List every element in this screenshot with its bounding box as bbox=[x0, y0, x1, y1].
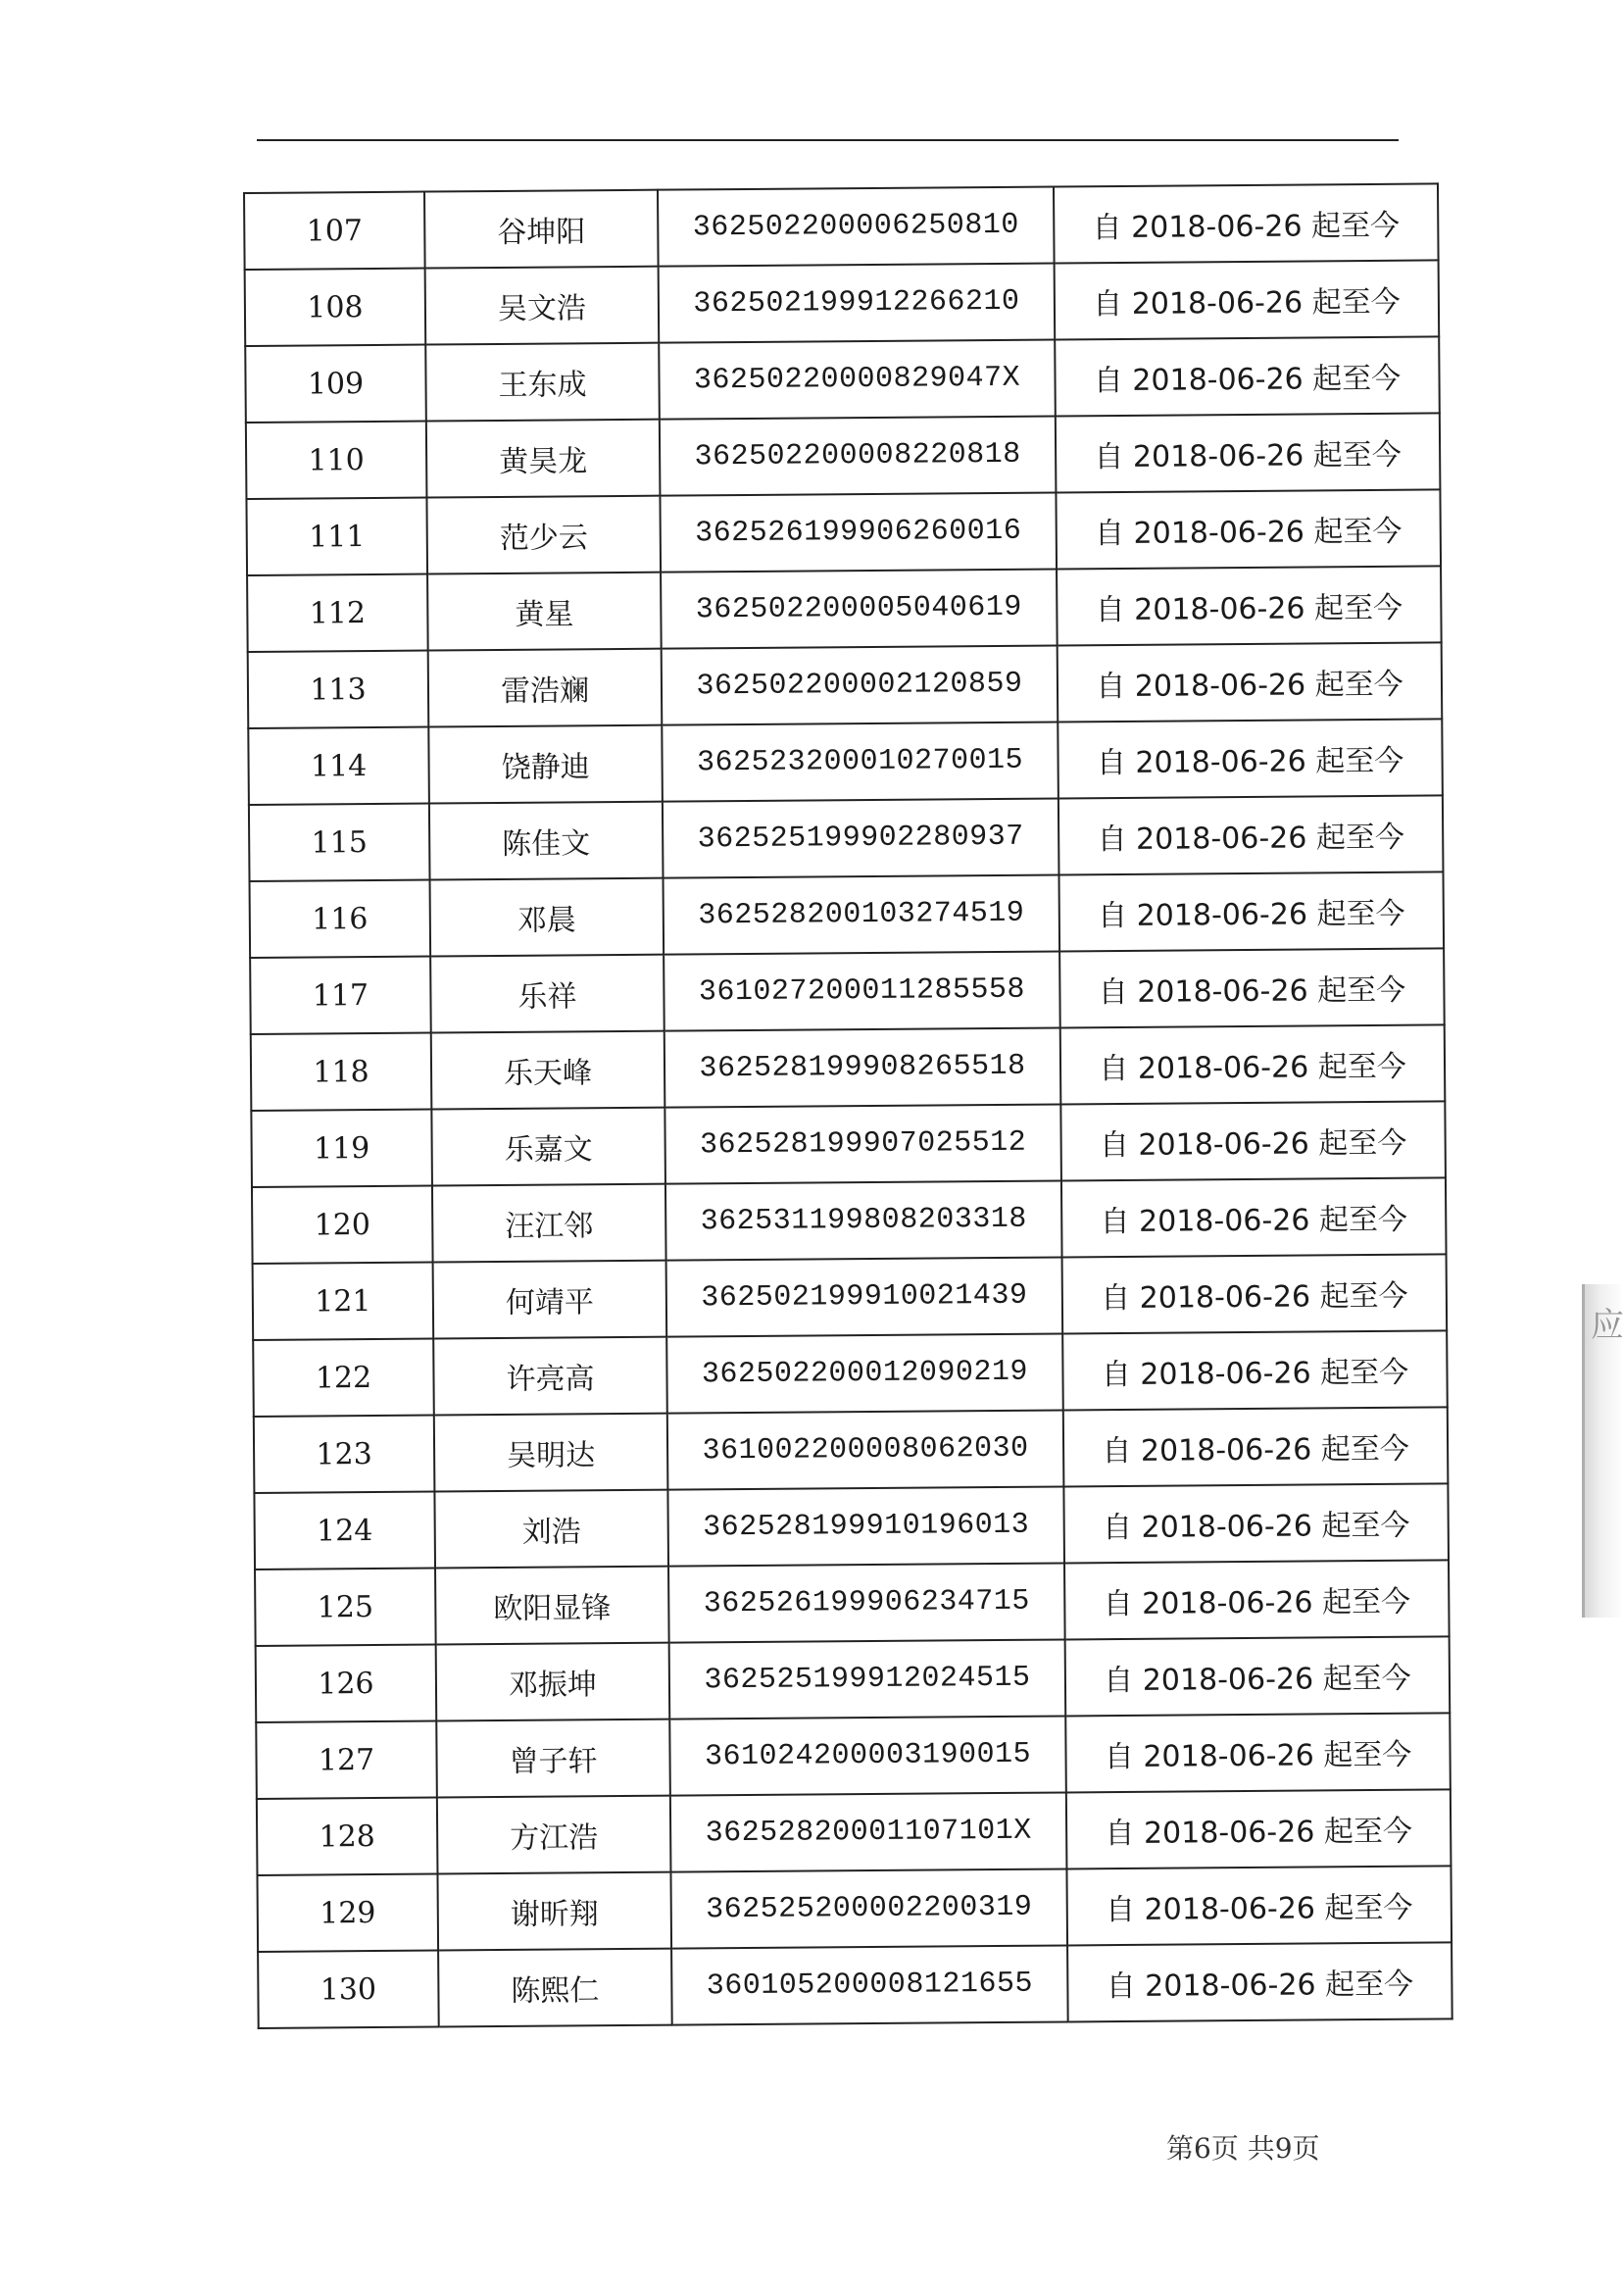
name-cell: 范少云 bbox=[426, 496, 661, 574]
row-number-cell: 116 bbox=[250, 880, 431, 958]
name-cell: 乐嘉文 bbox=[431, 1108, 665, 1186]
id-number-cell: 36250220000829047X bbox=[659, 339, 1056, 419]
id-number-cell: 36252820001107101X bbox=[670, 1792, 1067, 1871]
table-row bbox=[254, 1407, 1449, 1493]
name-cell: 邓振坤 bbox=[436, 1643, 670, 1721]
name-cell: 谷坤阳 bbox=[424, 190, 659, 269]
row-number-cell: 124 bbox=[254, 1492, 435, 1570]
table-row bbox=[255, 1560, 1450, 1646]
id-number-cell: 362528199910196013 bbox=[667, 1486, 1064, 1566]
period-cell: 自 2018-06-26 起至今 bbox=[1055, 336, 1440, 416]
table-row bbox=[257, 1789, 1452, 1875]
name-cell: 吴明达 bbox=[434, 1414, 668, 1492]
table-row bbox=[257, 1866, 1452, 1952]
period-cell: 自 2018-06-26 起至今 bbox=[1062, 1330, 1448, 1410]
id-number-cell: 362502199912266210 bbox=[659, 264, 1056, 343]
table-row bbox=[256, 1636, 1451, 1722]
table-row bbox=[258, 1942, 1452, 2028]
name-cell: 谢昕翔 bbox=[437, 1872, 671, 1951]
row-number-cell: 114 bbox=[248, 727, 429, 805]
period-cell: 自 2018-06-26 起至今 bbox=[1064, 1560, 1450, 1639]
id-number-cell: 361002200008062030 bbox=[667, 1410, 1064, 1489]
period-cell: 自 2018-06-26 起至今 bbox=[1058, 642, 1443, 722]
roster-table-body bbox=[244, 183, 1452, 2028]
name-cell: 雷浩斓 bbox=[428, 649, 663, 727]
id-number-cell: 362526199906234715 bbox=[668, 1563, 1065, 1642]
row-number-cell: 115 bbox=[249, 804, 430, 881]
row-number-cell: 117 bbox=[250, 957, 431, 1034]
row-number-cell: 128 bbox=[257, 1797, 438, 1874]
id-number-cell: 362528199908265518 bbox=[664, 1027, 1061, 1107]
table-row bbox=[250, 948, 1445, 1034]
name-cell: 许亮高 bbox=[433, 1337, 667, 1416]
table-row bbox=[245, 260, 1440, 346]
id-number-cell: 362502200008220818 bbox=[660, 416, 1057, 495]
id-number-cell: 362525199902280937 bbox=[663, 798, 1059, 877]
name-cell: 曾子轩 bbox=[436, 1719, 670, 1798]
row-number-cell: 113 bbox=[248, 651, 429, 728]
row-number-cell: 118 bbox=[251, 1033, 432, 1111]
name-cell: 吴文浩 bbox=[425, 267, 660, 345]
period-cell: 自 2018-06-26 起至今 bbox=[1063, 1483, 1449, 1563]
name-cell: 邓晨 bbox=[430, 878, 664, 957]
id-number-cell: 361024200003190015 bbox=[669, 1716, 1066, 1795]
name-cell: 黄昊龙 bbox=[426, 420, 661, 498]
id-number-cell: 362525199912024515 bbox=[669, 1639, 1066, 1719]
table-row bbox=[248, 642, 1443, 728]
period-cell: 自 2018-06-26 起至今 bbox=[1066, 1789, 1452, 1868]
table-row bbox=[246, 413, 1441, 499]
row-number-cell: 110 bbox=[246, 422, 427, 499]
id-number-cell: 362525200002200319 bbox=[670, 1868, 1067, 1948]
period-cell: 自 2018-06-26 起至今 bbox=[1061, 1177, 1447, 1257]
id-number-cell: 362528199907025512 bbox=[664, 1104, 1061, 1183]
name-cell: 陈熙仁 bbox=[438, 1949, 672, 2027]
roster-sheet bbox=[243, 182, 1444, 2028]
table-row bbox=[244, 183, 1439, 270]
name-cell: 汪江邻 bbox=[432, 1184, 666, 1263]
table-row bbox=[250, 872, 1445, 958]
id-number-cell: 362523200010270015 bbox=[662, 722, 1058, 801]
table-row bbox=[245, 336, 1440, 423]
period-cell: 自 2018-06-26 起至今 bbox=[1060, 1101, 1446, 1180]
period-cell: 自 2018-06-26 起至今 bbox=[1065, 1713, 1451, 1792]
table-row bbox=[254, 1483, 1449, 1570]
row-number-cell: 108 bbox=[245, 269, 426, 346]
name-cell: 陈佳文 bbox=[429, 802, 664, 880]
period-cell: 自 2018-06-26 起至今 bbox=[1056, 413, 1441, 492]
id-number-cell: 360105200008121655 bbox=[671, 1945, 1068, 2024]
row-number-cell: 121 bbox=[253, 1263, 434, 1340]
row-number-cell: 129 bbox=[257, 1873, 438, 1951]
row-number-cell: 119 bbox=[251, 1110, 432, 1187]
name-cell: 乐祥 bbox=[430, 955, 664, 1033]
row-number-cell: 126 bbox=[256, 1645, 437, 1722]
period-cell: 自 2018-06-26 起至今 bbox=[1058, 719, 1443, 798]
table-row bbox=[256, 1713, 1451, 1799]
edge-stamp-glyph: 应 bbox=[1591, 1306, 1624, 1345]
row-number-cell: 122 bbox=[253, 1339, 434, 1417]
period-cell: 自 2018-06-26 起至今 bbox=[1058, 872, 1444, 951]
period-cell: 自 2018-06-26 起至今 bbox=[1059, 948, 1445, 1027]
table-row bbox=[248, 719, 1443, 805]
id-number-cell: 362502200005040619 bbox=[661, 569, 1058, 648]
id-number-cell: 362531199808203318 bbox=[665, 1180, 1062, 1260]
name-cell: 欧阳显锋 bbox=[435, 1567, 669, 1645]
row-number-cell: 127 bbox=[256, 1720, 437, 1798]
roster-table bbox=[243, 182, 1453, 2029]
period-cell: 自 2018-06-26 起至今 bbox=[1057, 566, 1442, 645]
row-number-cell: 130 bbox=[258, 1950, 439, 2027]
name-cell: 何靖平 bbox=[433, 1261, 667, 1339]
period-cell: 自 2018-06-26 起至今 bbox=[1067, 1942, 1452, 2021]
period-cell: 自 2018-06-26 起至今 bbox=[1066, 1866, 1452, 1945]
period-cell: 自 2018-06-26 起至今 bbox=[1062, 1254, 1448, 1333]
name-cell: 刘浩 bbox=[434, 1490, 668, 1569]
id-number-cell: 361027200011285558 bbox=[664, 951, 1060, 1030]
row-number-cell: 107 bbox=[244, 192, 425, 270]
row-number-cell: 109 bbox=[245, 345, 426, 423]
period-cell: 自 2018-06-26 起至今 bbox=[1060, 1024, 1446, 1104]
id-number-cell: 362502199910021439 bbox=[666, 1257, 1063, 1336]
period-cell: 自 2018-06-26 起至今 bbox=[1056, 489, 1441, 569]
table-row bbox=[252, 1177, 1447, 1264]
table-row bbox=[251, 1024, 1446, 1111]
period-cell: 自 2018-06-26 起至今 bbox=[1065, 1636, 1451, 1716]
name-cell: 饶静迪 bbox=[428, 725, 663, 804]
name-cell: 乐天峰 bbox=[431, 1031, 665, 1110]
period-cell: 自 2018-06-26 起至今 bbox=[1055, 260, 1440, 339]
table-row bbox=[249, 795, 1444, 881]
name-cell: 王东成 bbox=[425, 343, 660, 422]
table-row bbox=[253, 1330, 1448, 1417]
page-footer: 第6页 共9页 bbox=[1166, 2132, 1320, 2165]
name-cell: 黄星 bbox=[427, 573, 662, 651]
period-cell: 自 2018-06-26 起至今 bbox=[1063, 1407, 1449, 1486]
id-number-cell: 362502200006250810 bbox=[658, 187, 1055, 267]
table-row bbox=[251, 1101, 1446, 1187]
row-number-cell: 125 bbox=[255, 1569, 436, 1646]
header-rule bbox=[257, 139, 1399, 141]
id-number-cell: 362502200012090219 bbox=[666, 1333, 1063, 1413]
row-number-cell: 112 bbox=[247, 574, 428, 652]
id-number-cell: 362502200002120859 bbox=[662, 645, 1058, 724]
id-number-cell: 362528200103274519 bbox=[664, 874, 1060, 954]
period-cell: 自 2018-06-26 起至今 bbox=[1054, 183, 1439, 263]
period-cell: 自 2018-06-26 起至今 bbox=[1058, 795, 1444, 874]
name-cell: 方江浩 bbox=[437, 1796, 671, 1874]
row-number-cell: 120 bbox=[252, 1186, 433, 1264]
row-number-cell: 123 bbox=[254, 1416, 435, 1493]
edge-stamp-fragment bbox=[1582, 1284, 1623, 1618]
table-row bbox=[247, 566, 1442, 652]
table-row bbox=[246, 489, 1441, 575]
row-number-cell: 111 bbox=[246, 498, 427, 575]
id-number-cell: 362526199906260016 bbox=[660, 492, 1057, 572]
table-row bbox=[253, 1254, 1448, 1340]
